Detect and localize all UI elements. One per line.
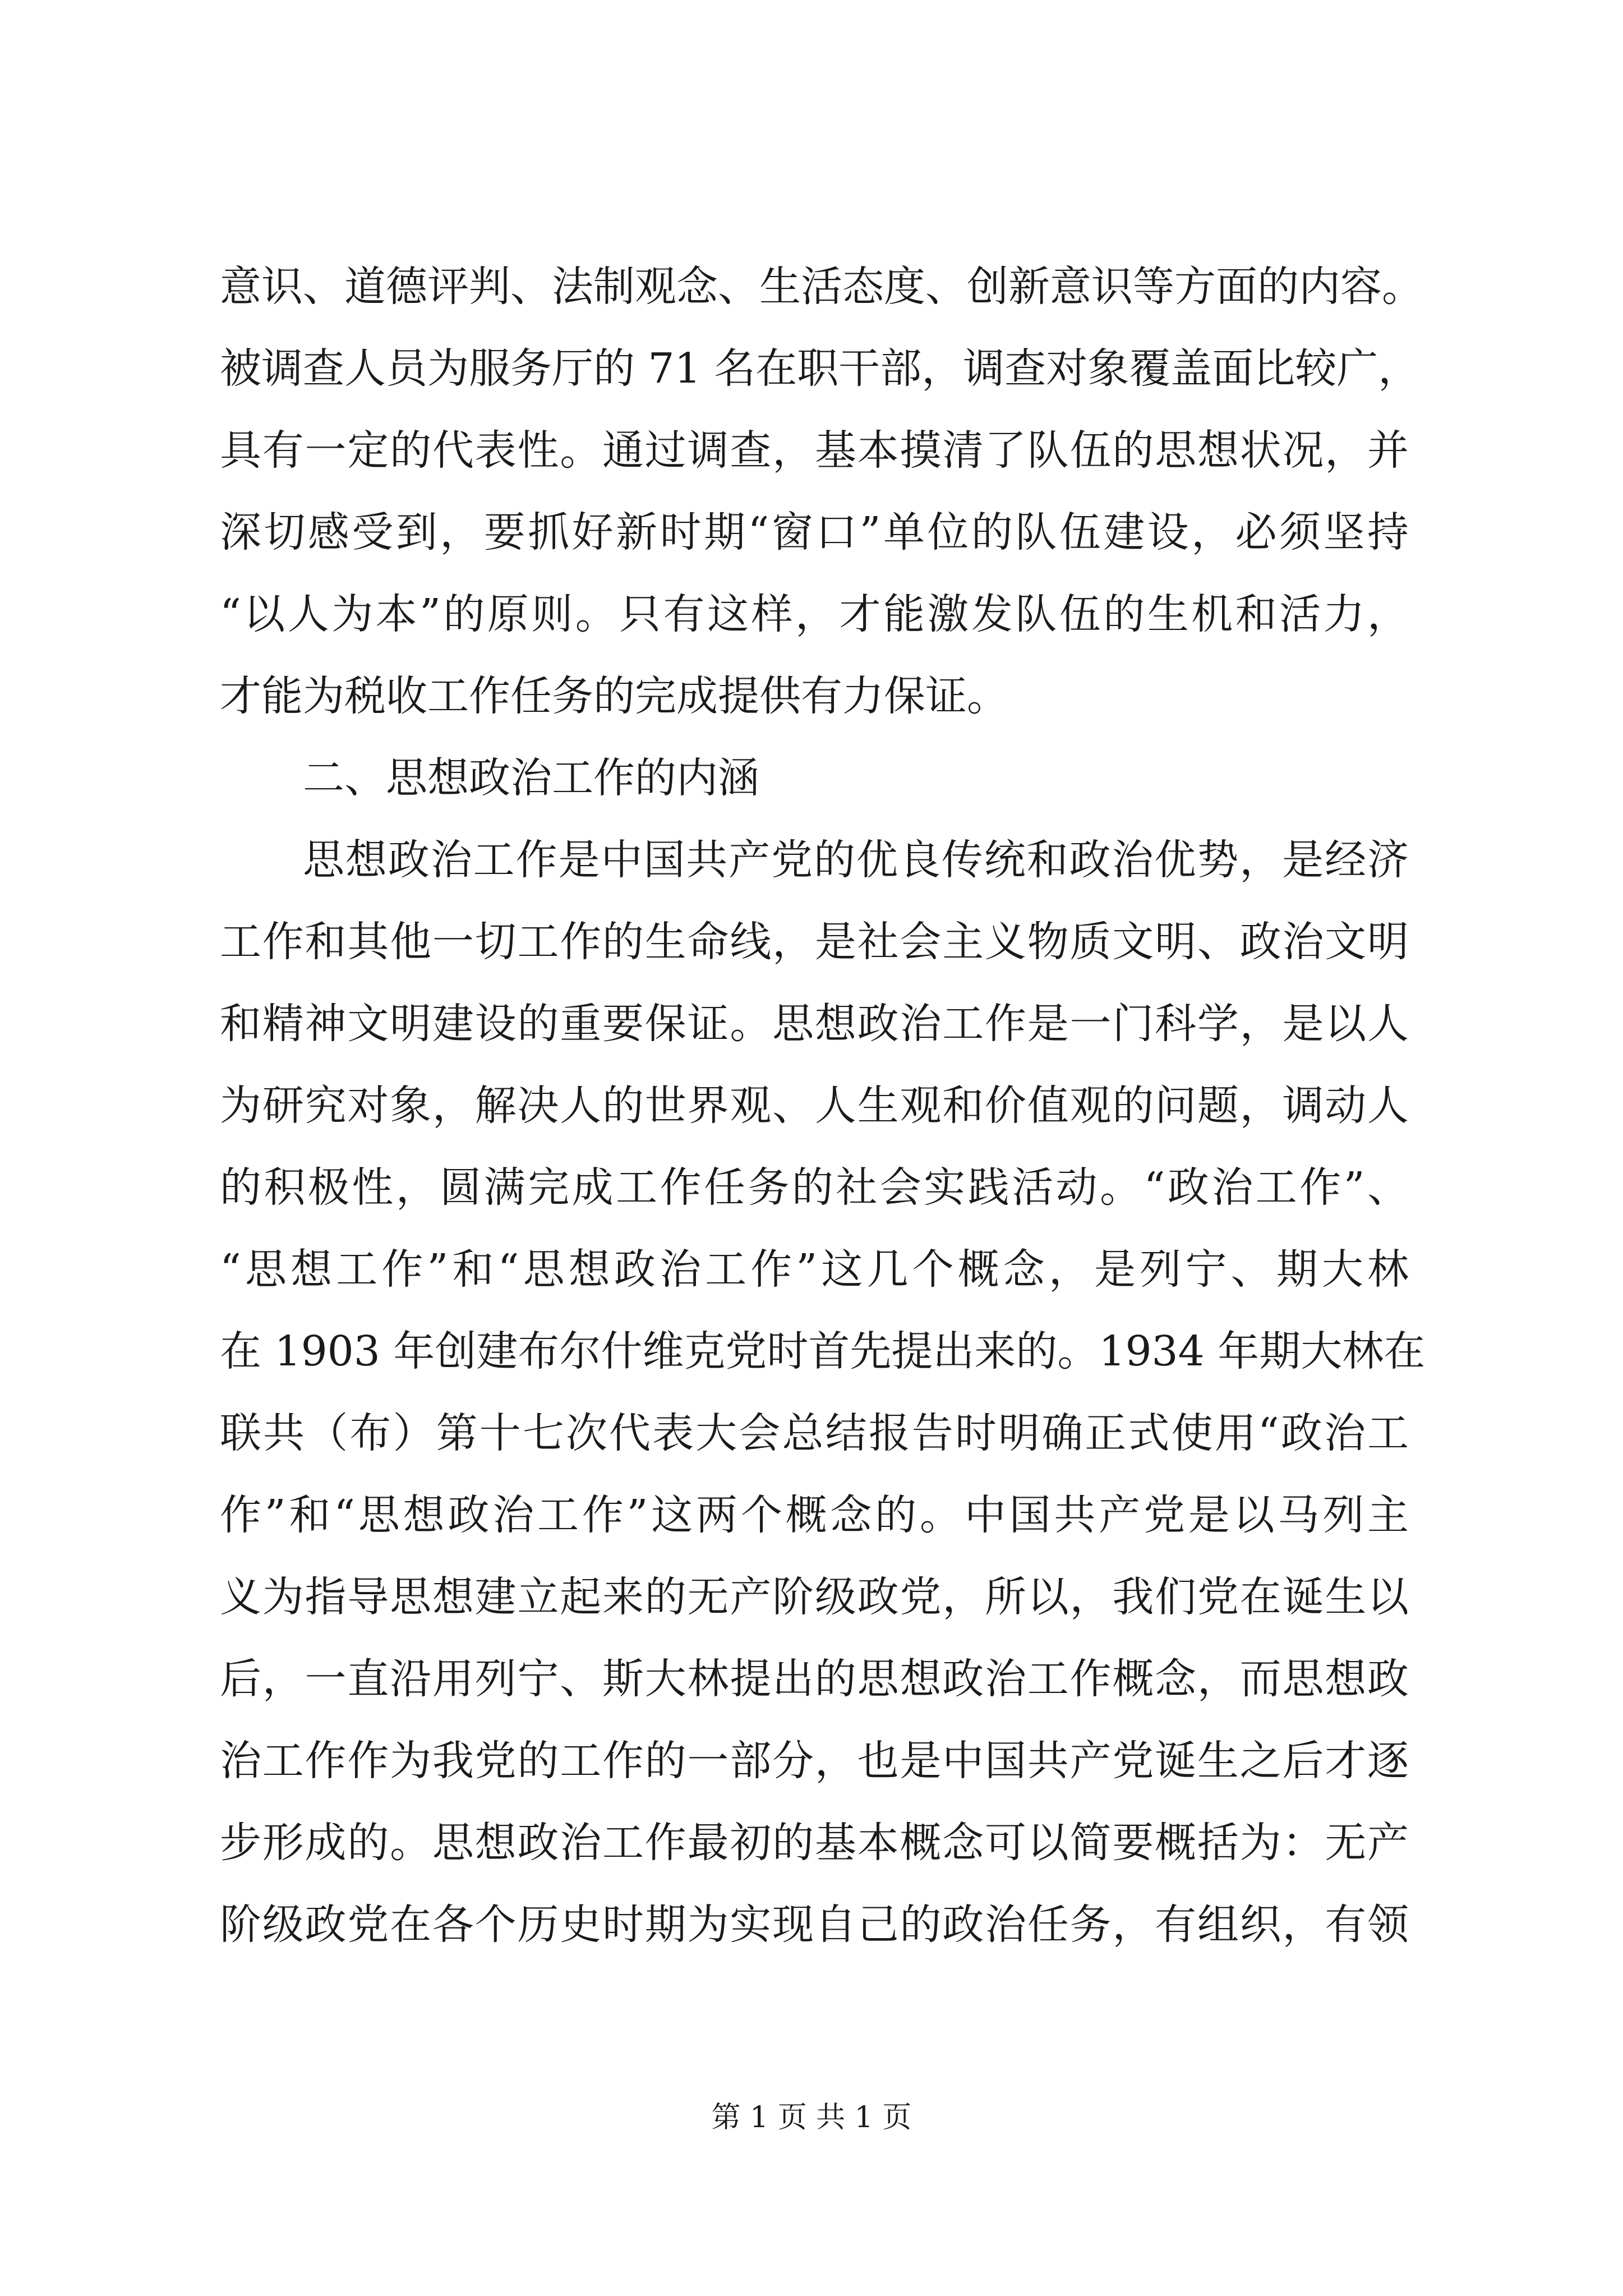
paragraph-line: 深切感受到，要抓好新时期“窗口”单位的队伍建设，必须坚持 (220, 508, 1409, 556)
paragraph-line: 阶级政党在各个历史时期为实现自己的政治任务，有组织，有领 (220, 1901, 1409, 1949)
paragraph-line: 联共（布）第十七次代表大会总结报告时明确正式使用“政治工 (220, 1409, 1409, 1457)
paragraph-line: 作”和“思想政治工作”这两个概念的。中国共产党是以马列主 (220, 1491, 1409, 1539)
paragraph-line: 和精神文明建设的重要保证。思想政治工作是一门科学，是以人 (220, 1000, 1409, 1048)
paragraph-line: 思想政治工作是中国共产党的优良传统和政治优势，是经济 (303, 836, 1409, 884)
paragraph-line: “思想工作”和“思想政治工作”这几个概念，是列宁、期大林 (220, 1245, 1409, 1294)
paragraph-line: 工作和其他一切工作的生命线，是社会主义物质文明、政治文明 (220, 918, 1409, 966)
paragraph-line: 为研究对象，解决人的世界观、人生观和价值观的问题，调动人 (220, 1082, 1409, 1130)
paragraph-line: “以人为本”的原则。只有这样，才能激发队伍的生机和活力， (220, 590, 1409, 638)
paragraph-line: 的积极性，圆满完成工作任务的社会实践活动。“政治工作”、 (220, 1163, 1409, 1212)
section-heading: 二、思想政治工作的内涵 (303, 754, 759, 802)
paragraph-line: 后，一直沿用列宁、斯大林提出的思想政治工作概念，而思想政 (220, 1655, 1409, 1703)
paragraph-line: 步形成的。思想政治工作最初的基本概念可以简要概括为：无产 (220, 1819, 1409, 1867)
paragraph-line: 意识、道德评判、法制观念、生活态度、创新意识等方面的内容。 (220, 263, 1423, 311)
paragraph-line: 义为指导思想建立起来的无产阶级政党，所以，我们党在诞生以 (220, 1573, 1409, 1621)
body-text (220, 246, 1426, 1966)
paragraph-line: 被调查人员为服务厅的 71 名在职干部，调查对象覆盖面比较广， (220, 344, 1420, 393)
paragraph-line: 才能为税收工作任务的完成提供有力保证。 (220, 672, 1008, 720)
page-footer: 第 1 页 共 1 页 (711, 2101, 912, 2134)
paragraph-line: 具有一定的代表性。通过调查，基本摸清了队伍的思想状况，并 (220, 426, 1409, 475)
paragraph-line: 治工作作为我党的工作的一部分，也是中国共产党诞生之后才逐 (220, 1737, 1409, 1785)
paragraph-line: 在 1903 年创建布尔什维克党时首先提出来的。1934 年期大林在 (220, 1327, 1426, 1375)
